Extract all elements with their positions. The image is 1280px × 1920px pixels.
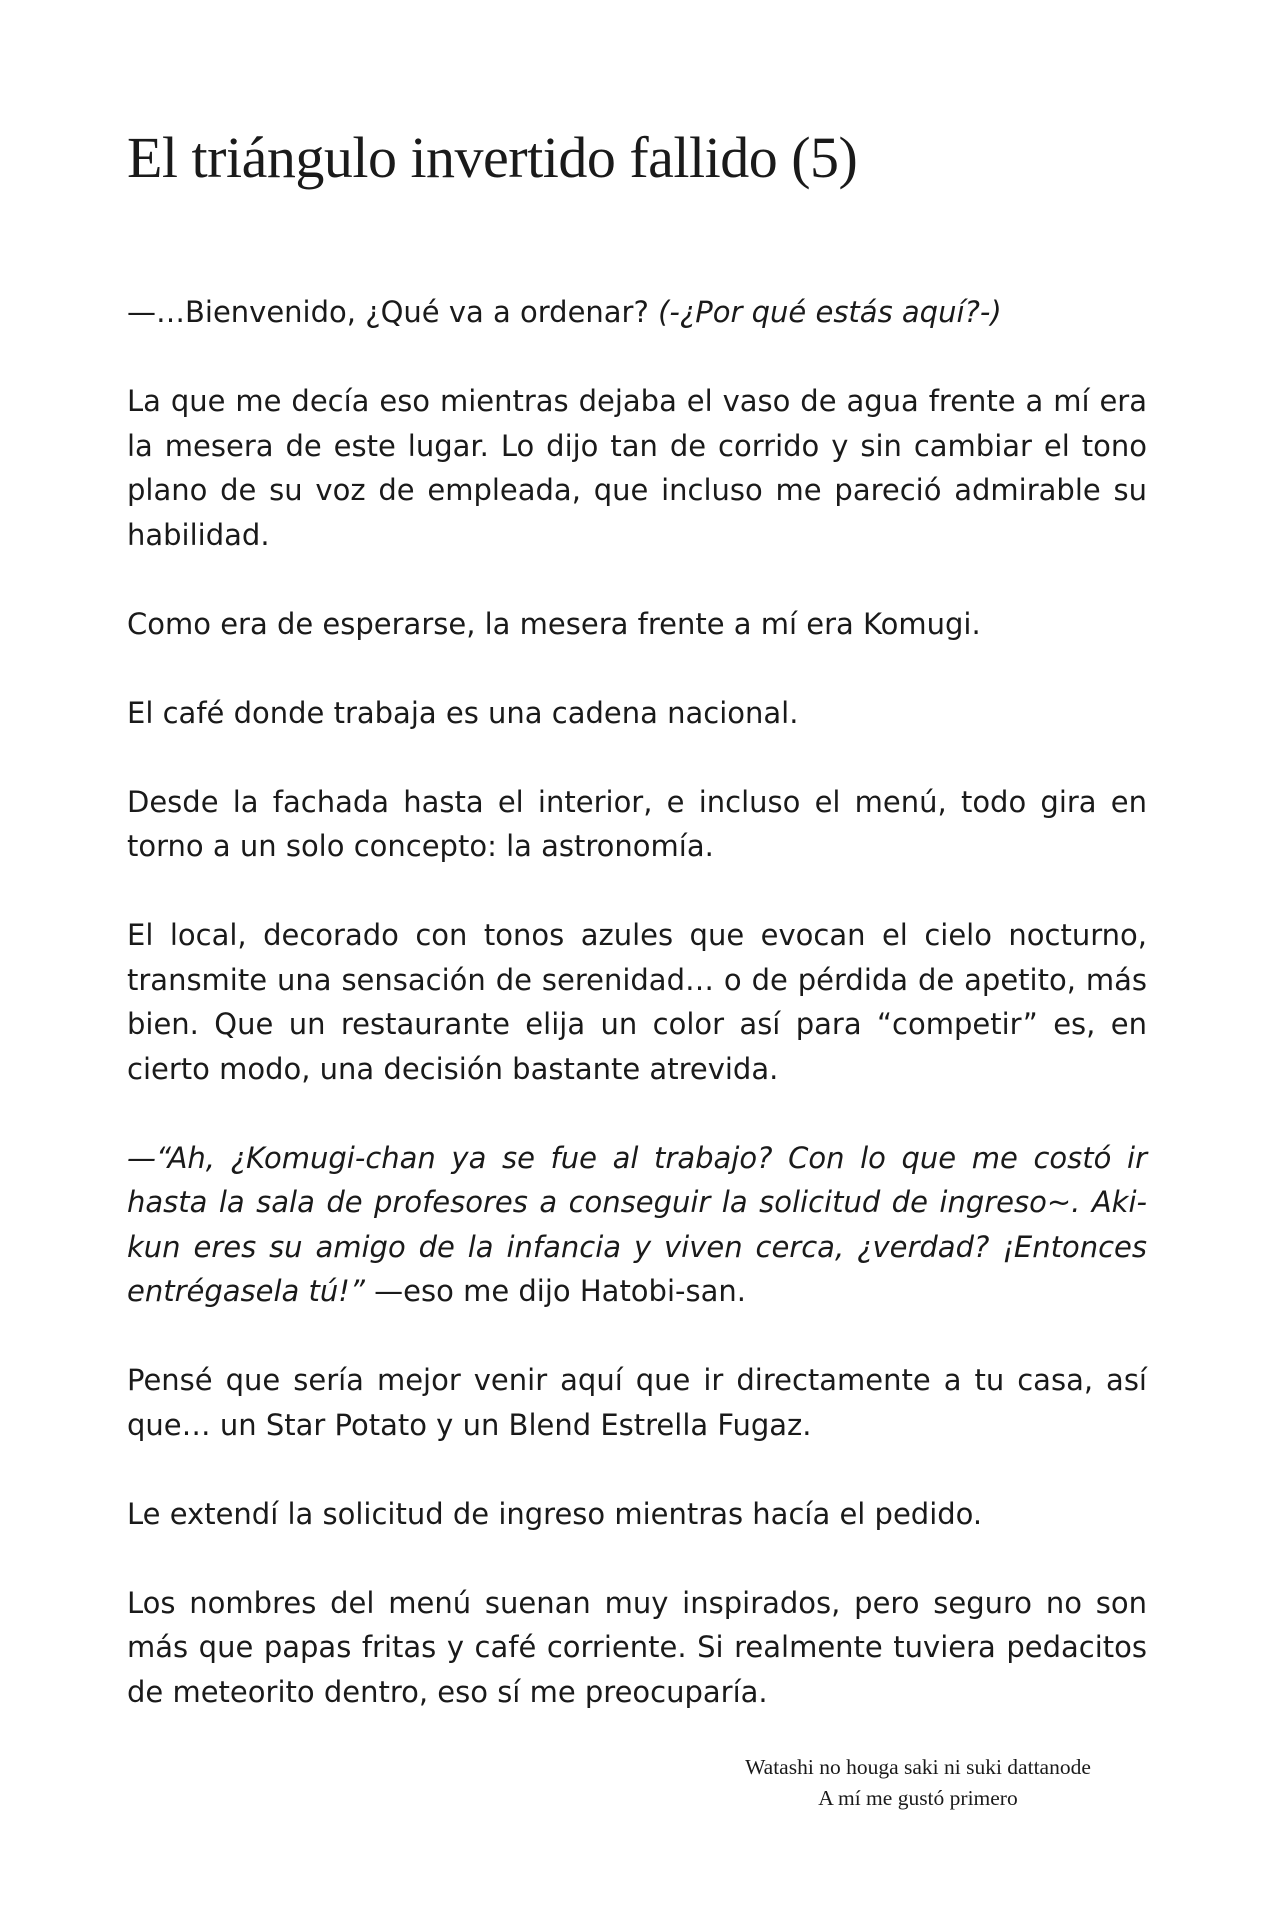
paragraph-1 (127, 290, 1147, 335)
chapter-body (127, 290, 1147, 1714)
page-footer (638, 1752, 1198, 1814)
paragraph-10: Los nombres del menú suenan muy inspirados, pero seguro no son más que papas fritas y café corriente. Si realmente tuviera pedacitos de meteorito dentro, eso sí me preocuparía. (127, 1585, 1147, 1709)
paragraph-5: Desde la fachada hasta el interior, e incluso el menú, todo gira en torno a un solo concepto: la astronomía. (127, 784, 1147, 863)
paragraph-7 (127, 1136, 1147, 1314)
quoted-dialogue: —“Ah, ¿Komugi-chan ya se fue al trabajo? Con lo que me costó ir hasta la sala de profesores a conseguir la solicitud de ingreso~. Aki-kun eres su amigo de la infancia y viven cerca, ¿verdad? ¡Entonces entrégasela tú!” (127, 1140, 1147, 1308)
dialogue-attribution: —eso me dijo Hatobi-san. (364, 1274, 746, 1308)
chapter-title: El triángulo invertido fallido (5) (127, 125, 858, 190)
dialogue-aside: (-¿Por qué estás aquí?-) (658, 295, 1002, 329)
paragraph-4: El café donde trabaja es una cadena nacional. (127, 695, 799, 730)
paragraph-9: Le extendí la solicitud de ingreso mientras hacía el pedido. (127, 1496, 983, 1531)
paragraph-2: La que me decía eso mientras dejaba el vaso de agua frente a mí era la mesera de este lugar. Lo dijo tan de corrido y sin cambiar el tono plano de su voz de empleada, que incluso me pareció admirable su habilidad. (127, 384, 1147, 552)
footer-series-title: Watashi no houga saki ni suki dattanode (745, 1755, 1091, 1779)
paragraph-6: El local, decorado con tonos azules que evocan el cielo nocturno, transmite una sensación de serenidad… o de pérdida de apetito, más bien. Que un restaurante elija un color así para “competir” es, en cierto modo, una decisión bastante atrevida. (127, 918, 1147, 1086)
dialogue-greeting: —…Bienvenido, ¿Qué va a ordenar? (127, 295, 659, 329)
paragraph-3: Como era de esperarse, la mesera frente a mí era Komugi. (127, 606, 981, 641)
footer-series-subtitle: A mí me gustó primero (818, 1786, 1018, 1810)
paragraph-8: Pensé que sería mejor venir aquí que ir directamente a tu casa, así que… un Star Potato y un Blend Estrella Fugaz. (127, 1363, 1147, 1442)
